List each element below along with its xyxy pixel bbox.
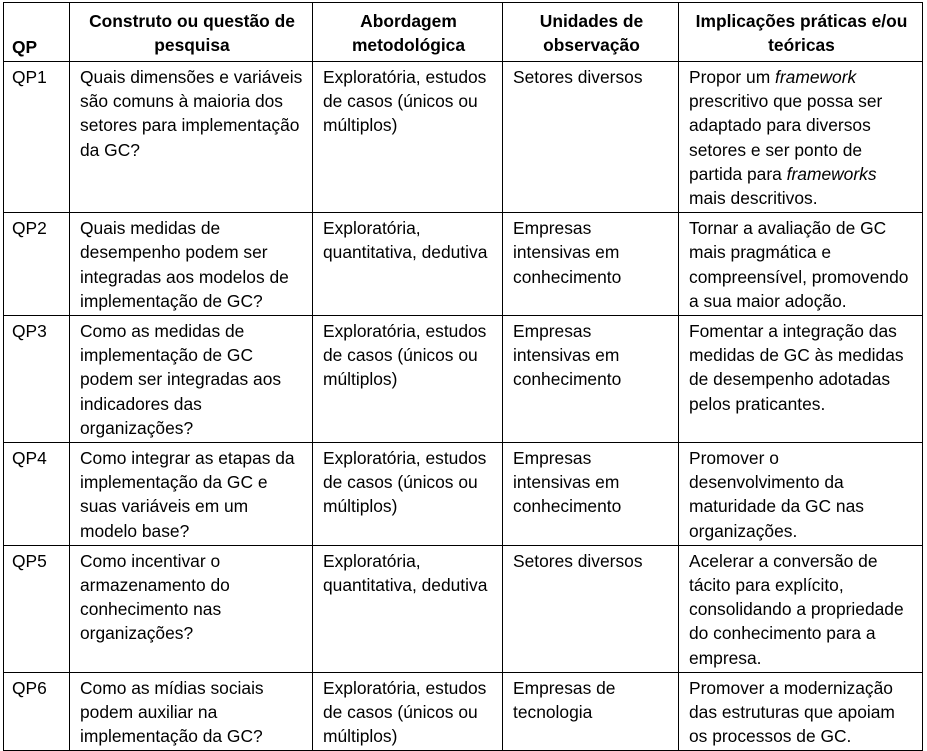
implications-cell: Fomentar a integração das medidas de GC às medidas de desempenho adotadas pelos praticantes. [679,316,923,443]
header-row [4,3,923,62]
question-cell: Quais medidas de desempenho podem ser integradas aos modelos de implementação de GC? [70,213,313,316]
qp-cell: QP5 [4,545,70,672]
italic-term: frameworks [786,163,877,184]
header-question: Construto ou questão de pesquisa [70,3,313,62]
table-row [4,213,923,316]
header-implications: Implicações práticas e/ou teóricas [679,3,923,62]
units-cell: Setores diversos [503,545,679,672]
implications-cell [679,62,923,213]
implications-cell: Promover a modernização das estruturas que apoiam os processos de GC. [679,672,923,751]
units-cell: Empresas intensivas em conhecimento [503,213,679,316]
approach-cell: Exploratória, estudos de casos (únicos ou múltiplos) [313,62,503,213]
implications-cell: Acelerar a conversão de tácito para explícito, consolidando a propriedade do conhecimento para a empresa. [679,545,923,672]
units-cell: Setores diversos [503,62,679,213]
implications-text: prescritivo que possa ser adaptado para diversos setores e ser ponto de partida para [689,91,883,184]
research-questions-table [3,2,923,751]
qp-cell: QP2 [4,213,70,316]
table-row [4,62,923,213]
implications-cell: Promover o desenvolvimento da maturidade da GC nas organizações. [679,443,923,546]
table-row [4,316,923,443]
question-cell: Como as medidas de implementação de GC podem ser integradas aos indicadores das organizações? [70,316,313,443]
question-cell: Como integrar as etapas da implementação da GC e suas variáveis em um modelo base? [70,443,313,546]
approach-cell: Exploratória, estudos de casos (únicos ou múltiplos) [313,443,503,546]
question-cell: Como as mídias sociais podem auxiliar na implementação da GC? [70,672,313,751]
italic-term: framework [775,67,857,87]
approach-cell: Exploratória, estudos de casos (únicos ou múltiplos) [313,316,503,443]
table-row [4,443,923,546]
units-cell: Empresas intensivas em conhecimento [503,316,679,443]
question-cell: Como incentivar o armazenamento do conhecimento nas organizações? [70,545,313,672]
qp-cell: QP1 [4,62,70,213]
qp-cell: QP3 [4,316,70,443]
approach-cell: Exploratória, quantitativa, dedutiva [313,545,503,672]
header-qp: QP [4,3,70,62]
approach-cell: Exploratória, estudos de casos (únicos ou múltiplos) [313,672,503,751]
table-row [4,672,923,751]
header-approach: Abordagem metodológica [313,3,503,62]
implications-text: mais descritivos. [689,188,818,209]
qp-cell: QP4 [4,443,70,546]
units-cell: Empresas intensivas em conhecimento [503,443,679,546]
units-cell: Empresas de tecnologia [503,672,679,751]
question-cell: Quais dimensões e variáveis são comuns à maioria dos setores para implementação da GC? [70,62,313,213]
qp-cell: QP6 [4,672,70,751]
header-units: Unidades de observação [503,3,679,62]
implications-cell: Tornar a avaliação de GC mais pragmática e compreensível, promovendo a sua maior adoção. [679,213,923,316]
implications-text: Propor um [689,67,776,87]
research-questions-table-wrapper [3,2,922,751]
approach-cell: Exploratória, quantitativa, dedutiva [313,213,503,316]
table-row [4,545,923,672]
